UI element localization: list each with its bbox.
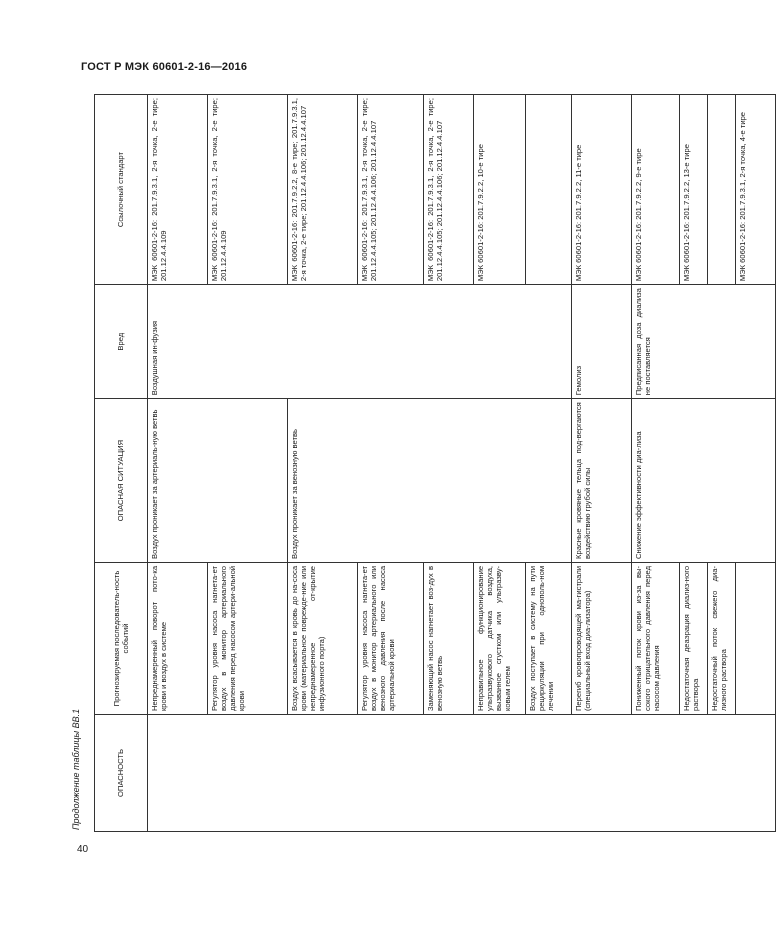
sequence-cell: Воздух поступает в систему на пути рециркуляции при однополь-ном лечении [526,562,572,714]
reference-cell: МЭК 60601-2-16: 201.7.9.3.1, 2-я точка, 2-е тире; 201.12.4.4.109 [148,95,208,285]
hazard-cell [148,715,776,832]
harm-cell: Воздушная ин-фузия [148,285,572,399]
table-row [148,95,208,832]
situation-cell: Воздух проникает за артериаль-ную ветвь [148,399,288,563]
sequence-cell: Перегиб кровопроводящей ма-гистрали (специальный вход диа-лизатора) [572,562,632,714]
harm-cell: Гемолиз [572,285,632,399]
hazard-table [94,94,776,832]
reference-cell: МЭК 60601-2-16: 201.7.9.2.2, 11-е тире [572,95,632,285]
sequence-cell: Недостаточный поток свежего диа-лизного раствора [708,562,736,714]
reference-cell [708,95,736,285]
column-header-harm: Вред [95,285,148,399]
reference-cell: МЭК 60601-2-16: 201.7.9.2.2, 10-е тире [474,95,526,285]
sequence-cell: Регулятор уровня насоса нагнета-ет воздух в монитор артериального давления перед насосом артери-альной крови [208,562,288,714]
hazard-table-wrapper [94,94,747,832]
reference-cell: МЭК 60601-2-16: 201.7.9.3.1, 2-я точка, 2-е тире; 201.12.4.4.105; 201.12.4.4.106; 201.12.4.4.107 [424,95,474,285]
column-header-hazard: ОПАСНОСТЬ [95,715,148,832]
document-title: ГОСТ Р МЭК 60601-2-16—2016 [81,61,248,73]
sequence-cell: Воздух всасывается в кровь до на-соса крови (материальное поврежде-ние или непреднамеренное от-крытие инфузионного порта) [288,562,358,714]
reference-cell: МЭК 60601-2-16: 201.7.9.2.2, 9-е тире [632,95,680,285]
sequence-cell: Неправильное функционирование ультразвукового датчика воздуха, вызванное сгустком или ультразву-ковым гелем [474,562,526,714]
reference-cell: МЭК 60601-2-16: 201.7.9.3.1, 2-я точка, 2-е тире; 201.12.4.4.105; 201.12.4.4.106; 201.12.4.4.107 [358,95,424,285]
sequence-cell: Пониженный поток крови из-за вы-сокого отрицательного давления перед насосом давления [632,562,680,714]
sequence-cell: Непреднамеренный поворот пото-ка крови и воздух в системе [148,562,208,714]
reference-cell: МЭК 60601-2-16: 201.7.9.2.2, 13-е тире [680,95,708,285]
reference-cell: МЭК 60601-2-16: 201.7.9.2.2, 8-е тире; 201.7.9.3.1, 2-я точка, 2-е тире; 201.12.4.4.106; 201.12.4.4.107 [288,95,358,285]
harm-cell: Предписанная доза диализа не поставляется [632,285,776,399]
sequence-cell: Заменяющий насос нагнетает воз-дух в венозную ветвь [424,562,474,714]
column-header-reference: Ссылочный стандарт [95,95,148,285]
sequence-cell: Регулятор уровня насоса нагнета-ет воздух в монитор артериального или венозного давления после насоса артериальной крови [358,562,424,714]
table-caption: Продолжение таблицы ВВ.1 [71,708,81,830]
reference-cell [526,95,572,285]
reference-cell: МЭК 60601-2-16: 201.7.9.3.1, 2-я точка, 4-е тире [736,95,776,285]
reference-cell: МЭК 60601-2-16: 201.7.9.3.1, 2-я точка, 2-е тире; 201.12.4.4.109 [208,95,288,285]
header-row [95,95,148,832]
sequence-cell [736,562,776,714]
situation-cell: Красные кровяные тельца под-вергаются воздействию грубой силы [572,399,632,563]
column-header-situation: ОПАСНАЯ СИТУАЦИЯ [95,399,148,563]
column-header-sequence: Прогнозируемая последователь-ность событий [95,562,148,714]
sequence-cell: Недостаточная деаэрация диализ-ного раствора [680,562,708,714]
situation-cell: Воздух проникает за венозную ветвь [288,399,572,563]
situation-cell: Снижение эффективности диа-лиза [632,399,776,563]
page-number: 40 [77,844,89,855]
